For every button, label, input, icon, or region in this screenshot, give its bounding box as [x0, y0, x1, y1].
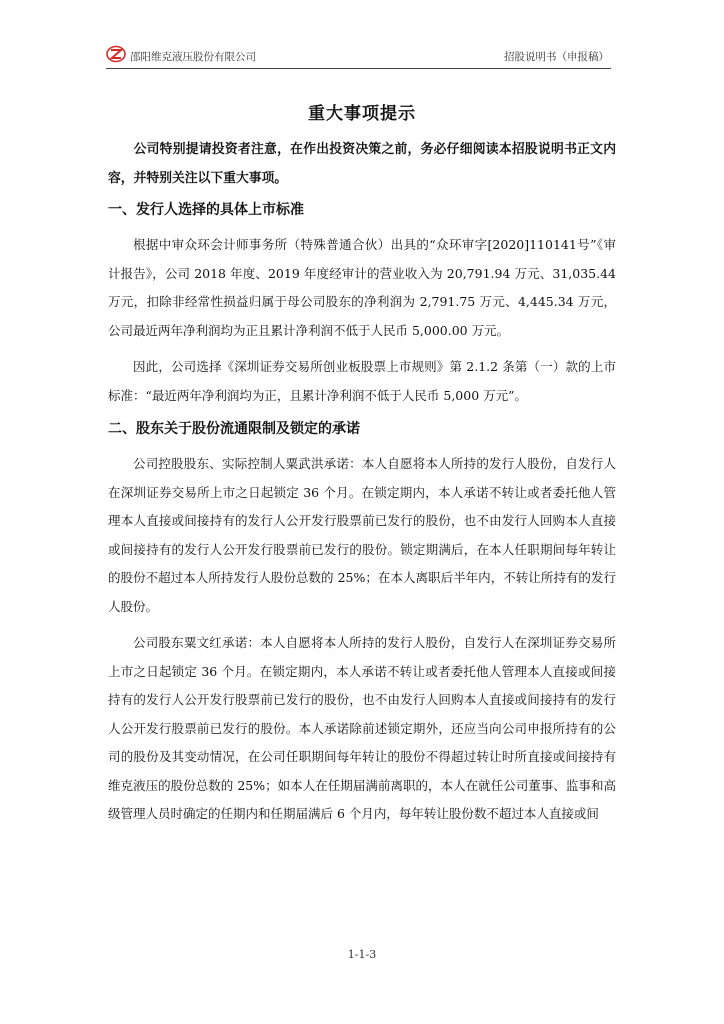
section-1-paragraph-1: 根据中审众环会计师事务所（特殊普通合伙）出具的“众环审字[2020]110141号”《审计报告》，公司 2018 年度、2019 年度经审计的营业收入为 20,791.94 万元、31,035.44 万元，扣除非经常性损益归属于母公司股东的净利润为 2,791.75 万元、4,445.34 万元，公司最近两年净利润均为正且累计净利润不低于人民币 5,000.00 万元。: [108, 237, 616, 338]
section-2-heading: 二、股东关于股份流通限制及锁定的承诺: [108, 421, 360, 437]
document-type: 招股说明书（申报稿）: [504, 51, 609, 63]
section-1-paragraph-2: 因此，公司选择《深圳证券交易所创业板股票上市规则》第 2.1.2 条第（一）款的上市标准：“最近两年净利润均为正，且累计净利润不低于人民币 5,000 万元”。: [108, 359, 616, 403]
company-name: 邵阳维克液压股份有限公司: [130, 51, 256, 63]
company-logo-icon: [106, 45, 126, 63]
section-2-paragraph-2: 公司股东粟文红承诺：本人自愿将本人所持的发行人股份，自发行人在深圳证券交易所上市之日起锁定 36 个月。在锁定期内，本人承诺不转让或者委托他人管理本人直接或间接持有的发行人公开发行股票前已发行的股份，也不由发行人回购本人直接或间接持有的发行人公开发行股票前已发行的股份。本人承诺除前述锁定期外，还应当向公司申报所持有的公司的股份及其变动情况，在公司任职期间每年转让的股份不得超过转让时所直接或间接持有维克液压的股份总数的 25%；如本人在任期届满前离职的，本人在就任公司董事、监事和高级管理人员时确定的任期内和任期届满后 6 个月内，每年转让股份数不超过本人直接或间: [108, 635, 616, 821]
page-title: 重大事项提示: [308, 104, 416, 124]
page-header: [106, 44, 611, 69]
section-1-heading: 一、发行人选择的具体上市标准: [108, 202, 304, 218]
page-number: 1-1-3: [347, 948, 377, 961]
main-content: [108, 136, 616, 837]
section-2-paragraph-1: 公司控股股东、实际控制人粟武洪承诺：本人自愿将本人所持的发行人股份，自发行人在深圳证券交易所上市之日起锁定 36 个月。在锁定期内，本人承诺不转让或者委托他人管理本人直接或间接持有的发行人公开发行股票前已发行的股份，也不由发行人回购本人直接或间接持有的发行人公开发行股票前已发行的股份。锁定期满后，在本人任职期间每年转让的股份不超过本人所持发行人股份总数的 25%；在本人离职后半年内，不转让所持有的发行人股份。: [108, 456, 616, 614]
intro-paragraph: 公司特别提请投资者注意，在作出投资决策之前，务必仔细阅读本招股说明书正文内容，并特别关注以下重大事项。: [108, 142, 616, 186]
